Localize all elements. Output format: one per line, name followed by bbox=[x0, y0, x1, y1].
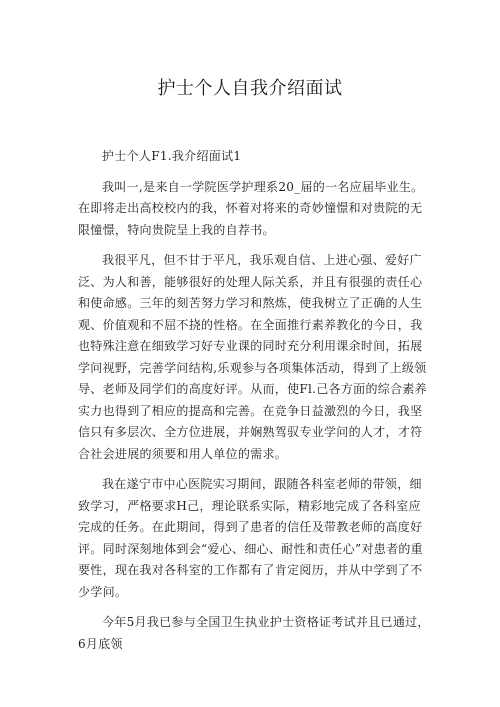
paragraph: 今年5月我已参与全国卫生执业护士资格证考试并且已通过，6月底领 bbox=[78, 615, 430, 651]
paragraph: 我叫一,是来自一学院医学护理系20_届的一名应届毕业生。在即将走出高校校内的我，怀着对将来的奇妙憧憬和对贵院的无限憧憬，特向贵院呈上我的自荐书。 bbox=[78, 179, 424, 237]
paragraph: 我在遂宁市中心医院实习期间，跟随各科室老师的带领，细致学习，严格要求H己，理论联系实际，精彩地完成了各科室应完成的任务。在此期间，得到了患者的信任及带教老师的高度好评。同时深刻地体到会“爱心、细心、耐性和责任心”对患者的重要性，现在我对各科室的工作都有了肯定阅历，并从中学到了不少学问。 bbox=[78, 477, 423, 599]
paragraph: 我很平凡，但不甘于平凡，我乐观自信、上进心强、爱好广泛、为人和善，能够很好的处理人际关系，并且有很强的责任心和使命感。三年的刻苦努力学习和熬炼，使我树立了正确的人生观、价值观和不屈不挠的性格。在全面推行素养教化的今日，我也特殊注意在细致学习好专业课的同时充分利用课余时间，拓展学问视野，完善学问结构,乐观参与各项集体活动，得到了上级领导、老师及同学们的高度好评。从而，使Fl.己各方面的综合素养实力也得到了相应的提高和完善。在竞争日益激烈的今日，我坚信只有多层次、全方位进展，并娴熟驾驭专业学问的人才，才符合社会进展的须要和用人单位的需求。 bbox=[78, 253, 427, 461]
document-body bbox=[78, 146, 433, 664]
paragraph-subtitle: 护士个人F1.我介绍面试1 bbox=[102, 149, 242, 163]
document-title: 护士个人自我介绍面试 bbox=[157, 78, 343, 99]
